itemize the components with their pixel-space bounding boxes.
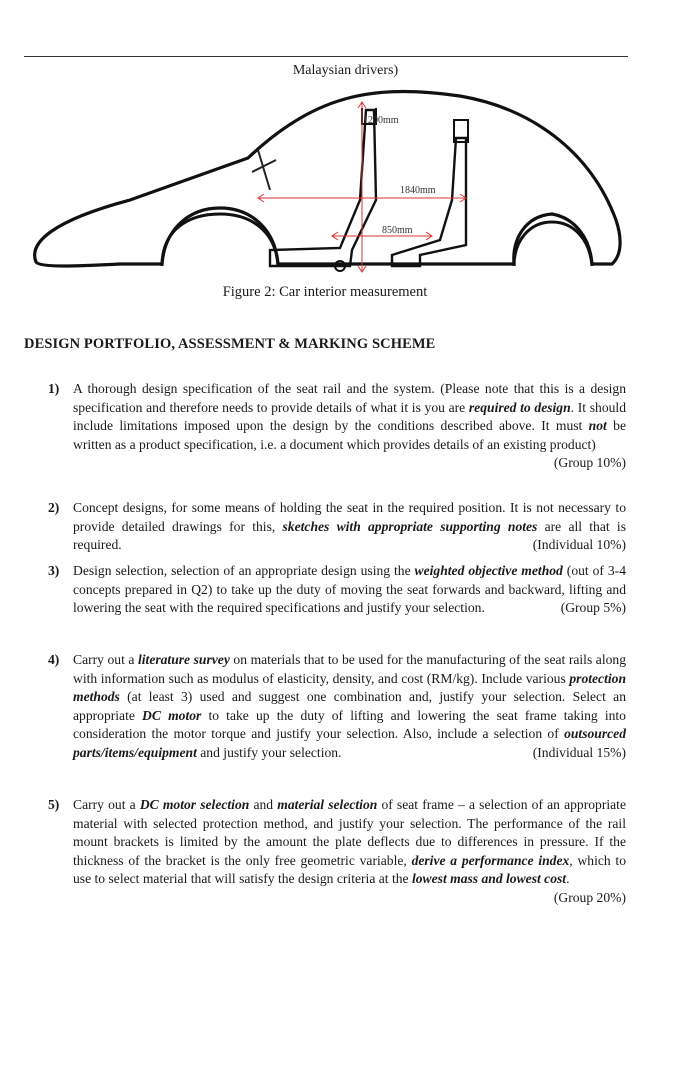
body-text: Concept designs, for some means of holding the seat in the required position. It is not necessary to provide detailed drawings for this, bbox=[73, 500, 626, 534]
top-rule bbox=[24, 56, 628, 57]
body-text: A thorough design specification of the seat rail and the system. (Please note that this is a design specification and therefore needs to provide details of what it is you are bbox=[73, 381, 626, 415]
grade-weight: (Group 10%) bbox=[553, 455, 626, 470]
list-item bbox=[48, 796, 626, 907]
list-item bbox=[48, 562, 626, 618]
item-text bbox=[73, 562, 626, 618]
emphasis-text: not bbox=[588, 418, 607, 433]
body-text: on materials that to be used for the manufacturing of the seat rails along with information such as modulus of elasticity, density, and cost (RM/kg). Include various bbox=[73, 652, 626, 686]
header-text: Malaysian drivers) bbox=[292, 63, 399, 78]
emphasis-text: outsourced parts/items/equipment bbox=[73, 726, 626, 760]
emphasis-text: DC motor selection bbox=[139, 797, 250, 812]
emphasis-text: lowest mass and lowest cost bbox=[411, 871, 567, 886]
item-text bbox=[73, 380, 626, 470]
body-text: and justify your selection. bbox=[196, 744, 342, 760]
body-text: Carry out a bbox=[73, 652, 138, 667]
rear-wheel-arch bbox=[514, 222, 592, 266]
body-text: of seat frame – a selection of an appropriate material with selected protection method, and justify your selection. The performance of the rail mount brackets is limited by the amount the plate deflects due to differences in pressure. If the thickness of the bracket is the only free geometric variable, bbox=[73, 797, 626, 868]
body-text: Design selection, selection of an appropriate design using the bbox=[73, 563, 415, 578]
label-length: 1840mm bbox=[400, 185, 436, 196]
list-item bbox=[48, 651, 626, 762]
grade-weight: (Group 20%) bbox=[553, 889, 626, 905]
item-number: 2) bbox=[48, 500, 60, 515]
label-seat: 850mm bbox=[382, 225, 413, 236]
body-text: to take up the duty of lifting and lowering the seat frame taking into consideration the motor torque and justify your selection. Also, include a selection of bbox=[73, 707, 626, 741]
car-interior-figure bbox=[0, 80, 691, 285]
body-text: (at least 3) used and suggest one combination and, justify your selection. Select an appropriate bbox=[73, 689, 626, 723]
item-text bbox=[73, 651, 626, 762]
grade-weight: (Individual 10%) bbox=[532, 537, 626, 552]
item-number: 1) bbox=[48, 381, 60, 396]
figure-caption: Figure 2: Car interior measurement bbox=[222, 284, 428, 300]
body-text: . bbox=[566, 871, 570, 886]
emphasis-text: required to design bbox=[468, 399, 571, 415]
body-text: and bbox=[249, 797, 278, 812]
body-text: be written as a product specification, i.e. a document which provides details of an existing product) bbox=[73, 418, 626, 452]
body-text: Carry out a bbox=[73, 797, 140, 812]
car-body-outline bbox=[35, 91, 620, 266]
item-number: 5) bbox=[48, 797, 60, 812]
emphasis-text: weighted objective method bbox=[414, 563, 563, 578]
grade-weight: (Group 5%) bbox=[560, 600, 626, 615]
front-seat bbox=[270, 110, 376, 266]
emphasis-text: derive a performance index bbox=[411, 852, 570, 868]
body-text: are all that is required. bbox=[73, 518, 626, 552]
emphasis-text: material selection bbox=[277, 797, 378, 812]
emphasis-text: sketches with appropriate supporting notes bbox=[282, 518, 538, 534]
list-item bbox=[48, 499, 626, 555]
emphasis-text: DC motor bbox=[142, 707, 202, 723]
emphasis-text: literature survey bbox=[137, 652, 230, 667]
body-text: . It should include limitations imposed upon the design by the conditions described above. It must bbox=[73, 399, 626, 433]
item-number: 4) bbox=[48, 652, 60, 667]
list-item bbox=[48, 380, 626, 473]
item-text bbox=[73, 499, 626, 555]
steering-wheel bbox=[252, 150, 276, 190]
body-text: , which to use to select material that will satisfy the design criteria at the bbox=[73, 852, 626, 886]
label-height: 1200mm bbox=[363, 115, 399, 126]
body-text: (out of 3-4 concepts prepared in Q2) to take up the duty of moving the seat forwards and backward, lifting and lowering the seat with the required specifications and justify your selection. bbox=[73, 563, 626, 615]
grade-weight: (Individual 15%) bbox=[532, 744, 626, 760]
emphasis-text: protection methods bbox=[73, 670, 626, 704]
rear-seat bbox=[392, 138, 466, 266]
item-text bbox=[73, 796, 626, 905]
section-title: DESIGN PORTFOLIO, ASSESSMENT & MARKING SCHEME bbox=[24, 336, 436, 352]
item-number: 3) bbox=[48, 563, 60, 578]
